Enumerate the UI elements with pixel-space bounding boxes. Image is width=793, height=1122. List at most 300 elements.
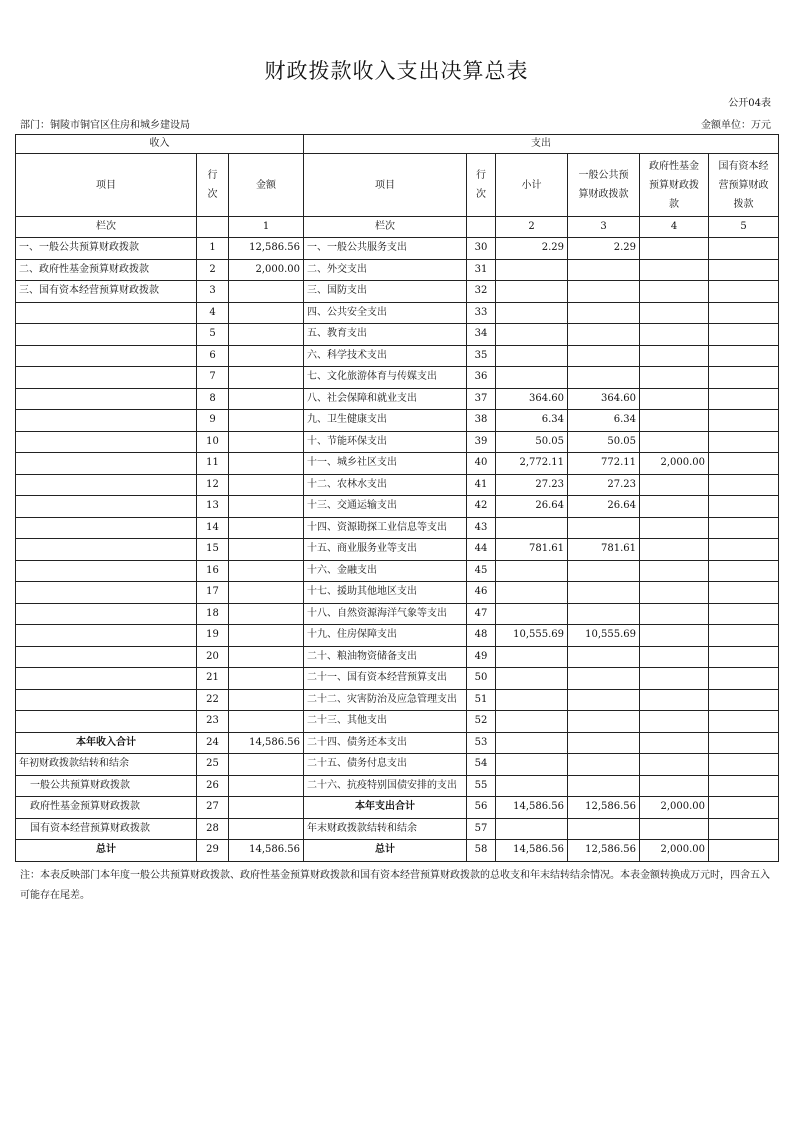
income-amount-cell	[229, 453, 304, 475]
general-budget-cell	[568, 668, 640, 690]
state-capital-header: 国有资本经营预算财政拨款	[709, 154, 779, 217]
expense-item-cell: 十四、资源勘探工业信息等支出	[304, 517, 467, 539]
expense-item-cell: 三、国防支出	[304, 281, 467, 303]
subtotal-cell: 10,555.69	[496, 625, 568, 647]
col-index-4: 4	[640, 217, 709, 238]
income-amount-cell: 14,586.56	[229, 732, 304, 754]
income-amount-cell	[229, 388, 304, 410]
state-capital-cell	[709, 281, 779, 303]
state-capital-cell	[709, 625, 779, 647]
income-row-no-cell: 8	[197, 388, 229, 410]
general-budget-cell	[568, 711, 640, 733]
income-row-no-cell: 24	[197, 732, 229, 754]
subtotal-cell	[496, 345, 568, 367]
income-row-no-cell: 10	[197, 431, 229, 453]
state-capital-cell	[709, 496, 779, 518]
table-row	[16, 818, 779, 840]
general-budget-cell	[568, 582, 640, 604]
fund-budget-cell	[640, 818, 709, 840]
expense-row-no-cell: 35	[467, 345, 496, 367]
table-row	[16, 711, 779, 733]
state-capital-cell	[709, 754, 779, 776]
income-row-no-cell: 16	[197, 560, 229, 582]
subtotal-cell: 14,586.56	[496, 840, 568, 862]
income-amount-cell	[229, 517, 304, 539]
column-index-row	[16, 217, 779, 238]
general-budget-cell	[568, 345, 640, 367]
table-row	[16, 560, 779, 582]
income-amount-cell	[229, 345, 304, 367]
state-capital-cell	[709, 517, 779, 539]
income-item-cell: 总计	[16, 840, 197, 862]
footnote: 注：本表反映部门本年度一般公共预算财政拨款、政府性基金预算财政拨款和国有资本经营预算财政拨款的总收支和年末结转结余情况。本表金额转换成万元时，四舍五入可能存在尾差。	[20, 870, 770, 901]
income-row-no-cell: 12	[197, 474, 229, 496]
fund-budget-cell: 2,000.00	[640, 453, 709, 475]
income-amount-cell	[229, 539, 304, 561]
table-row	[16, 582, 779, 604]
expense-item-cell: 总计	[304, 840, 467, 862]
fund-budget-cell	[640, 388, 709, 410]
general-budget-cell: 12,586.56	[568, 840, 640, 862]
income-amount-cell	[229, 797, 304, 819]
fund-budget-cell	[640, 711, 709, 733]
state-capital-cell	[709, 582, 779, 604]
subtotal-cell	[496, 281, 568, 303]
expense-row-no-cell: 58	[467, 840, 496, 862]
general-budget-cell: 772.11	[568, 453, 640, 475]
expense-row-no-header: 行次	[467, 154, 496, 217]
table-header-row	[16, 154, 779, 217]
subtotal-cell: 6.34	[496, 410, 568, 432]
table-row	[16, 410, 779, 432]
income-row-no-cell: 19	[197, 625, 229, 647]
expense-row-no-cell: 40	[467, 453, 496, 475]
expense-row-no-cell: 48	[467, 625, 496, 647]
state-capital-cell	[709, 431, 779, 453]
income-amount-cell: 12,586.56	[229, 238, 304, 260]
income-item-cell	[16, 324, 197, 346]
general-budget-header: 一般公共预算财政拨款	[568, 154, 640, 217]
subtotal-cell	[496, 324, 568, 346]
state-capital-cell	[709, 560, 779, 582]
fund-budget-cell	[640, 732, 709, 754]
expense-row-no-cell: 45	[467, 560, 496, 582]
general-budget-cell: 26.64	[568, 496, 640, 518]
subtotal-cell: 364.60	[496, 388, 568, 410]
expense-row-no-cell: 54	[467, 754, 496, 776]
subtotal-cell	[496, 603, 568, 625]
fund-budget-cell	[640, 238, 709, 260]
expense-item-cell: 八、社会保障和就业支出	[304, 388, 467, 410]
col-index-label: 栏次	[16, 217, 197, 238]
income-item-cell	[16, 367, 197, 389]
fund-budget-cell	[640, 754, 709, 776]
expense-row-no-cell: 34	[467, 324, 496, 346]
general-budget-cell	[568, 324, 640, 346]
income-row-no-cell: 29	[197, 840, 229, 862]
expense-item-cell: 年末财政拨款结转和结余	[304, 818, 467, 840]
table-row	[16, 388, 779, 410]
income-item-cell	[16, 345, 197, 367]
income-row-no-header: 行次	[197, 154, 229, 217]
col-index-3: 3	[568, 217, 640, 238]
income-row-no-cell: 21	[197, 668, 229, 690]
state-capital-cell	[709, 689, 779, 711]
table-row	[16, 302, 779, 324]
fund-budget-cell	[640, 646, 709, 668]
income-row-no-cell: 20	[197, 646, 229, 668]
income-row-no-cell: 14	[197, 517, 229, 539]
income-row-no-cell: 28	[197, 818, 229, 840]
table-row	[16, 539, 779, 561]
income-row-no-cell: 18	[197, 603, 229, 625]
income-item-cell	[16, 388, 197, 410]
income-amount-cell: 2,000.00	[229, 259, 304, 281]
table-row	[16, 517, 779, 539]
expense-row-no-cell: 37	[467, 388, 496, 410]
table-row	[16, 453, 779, 475]
fund-budget-cell	[640, 517, 709, 539]
income-amount-cell	[229, 625, 304, 647]
page-title: 财政拨款收入支出决算总表	[264, 59, 529, 83]
fund-budget-cell	[640, 281, 709, 303]
state-capital-cell	[709, 259, 779, 281]
table-row	[16, 431, 779, 453]
expense-item-cell: 二十三、其他支出	[304, 711, 467, 733]
expense-item-cell: 六、科学技术支出	[304, 345, 467, 367]
fund-budget-cell	[640, 689, 709, 711]
income-item-cell: 国有资本经营预算财政拨款	[16, 818, 197, 840]
general-budget-cell	[568, 732, 640, 754]
expense-row-no-cell: 51	[467, 689, 496, 711]
income-item-cell: 政府性基金预算财政拨款	[16, 797, 197, 819]
fund-budget-cell	[640, 539, 709, 561]
income-amount-cell: 14,586.56	[229, 840, 304, 862]
subtotal-cell: 27.23	[496, 474, 568, 496]
income-amount-cell	[229, 410, 304, 432]
income-amount-cell	[229, 754, 304, 776]
income-amount-cell	[229, 603, 304, 625]
expense-row-no-cell: 33	[467, 302, 496, 324]
subtotal-cell: 14,586.56	[496, 797, 568, 819]
expense-item-cell: 二十二、灾害防治及应急管理支出	[304, 689, 467, 711]
table-row	[16, 281, 779, 303]
table-row	[16, 496, 779, 518]
general-budget-cell	[568, 818, 640, 840]
income-item-cell: 本年收入合计	[16, 732, 197, 754]
income-item-cell	[16, 496, 197, 518]
expense-item-cell: 十八、自然资源海洋气象等支出	[304, 603, 467, 625]
expense-row-no-cell: 53	[467, 732, 496, 754]
income-item-cell	[16, 603, 197, 625]
subtotal-cell: 50.05	[496, 431, 568, 453]
expense-header: 支出	[304, 135, 779, 154]
expense-item-cell: 十二、农林水支出	[304, 474, 467, 496]
state-capital-cell	[709, 324, 779, 346]
income-amount-cell	[229, 818, 304, 840]
subtotal-cell	[496, 775, 568, 797]
income-item-cell	[16, 646, 197, 668]
income-row-no-cell: 1	[197, 238, 229, 260]
expense-item-cell: 二十一、国有资本经营预算支出	[304, 668, 467, 690]
expense-row-no-cell: 41	[467, 474, 496, 496]
income-amount-cell	[229, 646, 304, 668]
expense-row-no-cell: 32	[467, 281, 496, 303]
table-row	[16, 668, 779, 690]
general-budget-cell: 12,586.56	[568, 797, 640, 819]
expense-item-cell: 十六、金融支出	[304, 560, 467, 582]
state-capital-cell	[709, 345, 779, 367]
income-row-no-cell: 22	[197, 689, 229, 711]
income-amount-cell	[229, 668, 304, 690]
state-capital-cell	[709, 367, 779, 389]
general-budget-cell	[568, 689, 640, 711]
income-amount-cell	[229, 560, 304, 582]
fund-budget-cell	[640, 259, 709, 281]
state-capital-cell	[709, 388, 779, 410]
expense-row-no-cell: 44	[467, 539, 496, 561]
state-capital-cell	[709, 474, 779, 496]
fund-budget-cell	[640, 496, 709, 518]
subtotal-cell	[496, 259, 568, 281]
subtotal-cell	[496, 646, 568, 668]
table-row	[16, 840, 779, 862]
income-row-no-cell: 9	[197, 410, 229, 432]
income-row-no-cell: 4	[197, 302, 229, 324]
fund-budget-cell: 2,000.00	[640, 797, 709, 819]
fund-budget-cell	[640, 775, 709, 797]
fund-budget-cell	[640, 582, 709, 604]
expense-row-no-cell: 43	[467, 517, 496, 539]
general-budget-cell	[568, 775, 640, 797]
department-label: 部门：铜陵市铜官区住房和城乡建设局	[20, 120, 190, 131]
fund-budget-cell	[640, 431, 709, 453]
table-row	[16, 732, 779, 754]
income-amount-cell	[229, 431, 304, 453]
fund-budget-cell	[640, 410, 709, 432]
general-budget-cell: 50.05	[568, 431, 640, 453]
subtotal-cell	[496, 560, 568, 582]
col-index-2: 2	[496, 217, 568, 238]
state-capital-cell	[709, 410, 779, 432]
fund-budget-header: 政府性基金预算财政拨款	[640, 154, 709, 217]
state-capital-cell	[709, 238, 779, 260]
state-capital-cell	[709, 302, 779, 324]
income-row-no-cell: 6	[197, 345, 229, 367]
income-item-cell	[16, 582, 197, 604]
subtotal-cell	[496, 582, 568, 604]
income-row-no-cell: 17	[197, 582, 229, 604]
budget-table	[15, 134, 779, 862]
expense-item-cell: 十五、商业服务业等支出	[304, 539, 467, 561]
unit-label: 金额单位：万元	[701, 120, 771, 131]
income-amount-cell	[229, 281, 304, 303]
state-capital-cell	[709, 603, 779, 625]
general-budget-cell	[568, 646, 640, 668]
table-row	[16, 324, 779, 346]
fund-budget-cell	[640, 474, 709, 496]
income-item-cell	[16, 431, 197, 453]
state-capital-cell	[709, 818, 779, 840]
subtotal-cell	[496, 367, 568, 389]
income-amount-cell	[229, 324, 304, 346]
expense-item-cell: 本年支出合计	[304, 797, 467, 819]
income-item-cell	[16, 474, 197, 496]
income-item-cell	[16, 410, 197, 432]
income-item-cell: 年初财政拨款结转和结余	[16, 754, 197, 776]
income-amount-cell	[229, 711, 304, 733]
expense-item-cell: 十九、住房保障支出	[304, 625, 467, 647]
subtotal-cell	[496, 711, 568, 733]
expense-row-no-cell: 36	[467, 367, 496, 389]
general-budget-cell	[568, 560, 640, 582]
col-index-label: 栏次	[304, 217, 467, 238]
expense-row-no-cell: 55	[467, 775, 496, 797]
table-row	[16, 775, 779, 797]
expense-item-cell: 二十五、债务付息支出	[304, 754, 467, 776]
table-row	[16, 646, 779, 668]
expense-item-cell: 四、公共安全支出	[304, 302, 467, 324]
subtotal-cell	[496, 668, 568, 690]
income-item-cell	[16, 560, 197, 582]
state-capital-cell	[709, 646, 779, 668]
table-row	[16, 797, 779, 819]
col-index-1: 1	[229, 217, 304, 238]
expense-item-cell: 二十四、债务还本支出	[304, 732, 467, 754]
form-code: 公开04表	[728, 98, 771, 109]
fund-budget-cell	[640, 302, 709, 324]
table-row	[16, 345, 779, 367]
general-budget-cell	[568, 603, 640, 625]
state-capital-cell	[709, 711, 779, 733]
fund-budget-cell	[640, 367, 709, 389]
income-amount-header: 金额	[229, 154, 304, 217]
expense-row-no-cell: 49	[467, 646, 496, 668]
col-index-empty	[197, 217, 229, 238]
state-capital-cell	[709, 668, 779, 690]
general-budget-cell	[568, 302, 640, 324]
income-amount-cell	[229, 302, 304, 324]
expense-item-cell: 二、外交支出	[304, 259, 467, 281]
col-index-5: 5	[709, 217, 779, 238]
subtotal-cell	[496, 818, 568, 840]
fund-budget-cell	[640, 345, 709, 367]
income-amount-cell	[229, 474, 304, 496]
expense-item-cell: 十三、交通运输支出	[304, 496, 467, 518]
expense-item-cell: 七、文化旅游体育与传媒支出	[304, 367, 467, 389]
income-item-cell: 一、一般公共预算财政拨款	[16, 238, 197, 260]
income-item-cell	[16, 517, 197, 539]
fund-budget-cell	[640, 603, 709, 625]
expense-row-no-cell: 57	[467, 818, 496, 840]
income-row-no-cell: 11	[197, 453, 229, 475]
income-row-no-cell: 15	[197, 539, 229, 561]
table-row	[16, 367, 779, 389]
income-item-cell	[16, 453, 197, 475]
expense-row-no-cell: 47	[467, 603, 496, 625]
subtotal-header: 小计	[496, 154, 568, 217]
general-budget-cell: 6.34	[568, 410, 640, 432]
subtotal-cell: 2,772.11	[496, 453, 568, 475]
income-item-cell	[16, 668, 197, 690]
expense-row-no-cell: 56	[467, 797, 496, 819]
state-capital-cell	[709, 732, 779, 754]
income-item-cell	[16, 689, 197, 711]
income-item-cell	[16, 302, 197, 324]
subtotal-cell: 26.64	[496, 496, 568, 518]
expense-row-no-cell: 39	[467, 431, 496, 453]
table-row	[16, 754, 779, 776]
fund-budget-cell: 2,000.00	[640, 840, 709, 862]
fund-budget-cell	[640, 324, 709, 346]
income-amount-cell	[229, 582, 304, 604]
income-row-no-cell: 7	[197, 367, 229, 389]
table-header-group-row	[16, 135, 779, 154]
subtotal-cell	[496, 517, 568, 539]
general-budget-cell: 2.29	[568, 238, 640, 260]
income-item-cell	[16, 711, 197, 733]
income-row-no-cell: 27	[197, 797, 229, 819]
fund-budget-cell	[640, 625, 709, 647]
state-capital-cell	[709, 840, 779, 862]
general-budget-cell	[568, 517, 640, 539]
expense-item-cell: 一、一般公共服务支出	[304, 238, 467, 260]
fund-budget-cell	[640, 668, 709, 690]
table-row	[16, 238, 779, 260]
col-index-empty	[467, 217, 496, 238]
expense-item-cell: 二十、粮油物资储备支出	[304, 646, 467, 668]
expense-row-no-cell: 46	[467, 582, 496, 604]
state-capital-cell	[709, 797, 779, 819]
income-amount-cell	[229, 689, 304, 711]
income-item-header: 项目	[16, 154, 197, 217]
income-item-cell	[16, 625, 197, 647]
expense-item-cell: 十一、城乡社区支出	[304, 453, 467, 475]
income-row-no-cell: 26	[197, 775, 229, 797]
table-row	[16, 259, 779, 281]
income-header: 收入	[16, 135, 304, 154]
expense-row-no-cell: 38	[467, 410, 496, 432]
expense-row-no-cell: 31	[467, 259, 496, 281]
general-budget-cell: 781.61	[568, 539, 640, 561]
subtotal-cell: 2.29	[496, 238, 568, 260]
expense-row-no-cell: 30	[467, 238, 496, 260]
table-row	[16, 689, 779, 711]
subtotal-cell	[496, 732, 568, 754]
table-row	[16, 474, 779, 496]
income-row-no-cell: 3	[197, 281, 229, 303]
subtotal-cell	[496, 689, 568, 711]
state-capital-cell	[709, 775, 779, 797]
income-amount-cell	[229, 496, 304, 518]
state-capital-cell	[709, 539, 779, 561]
general-budget-cell	[568, 281, 640, 303]
expense-row-no-cell: 42	[467, 496, 496, 518]
income-item-cell: 二、政府性基金预算财政拨款	[16, 259, 197, 281]
general-budget-cell: 364.60	[568, 388, 640, 410]
general-budget-cell	[568, 367, 640, 389]
expense-item-cell: 十七、援助其他地区支出	[304, 582, 467, 604]
income-row-no-cell: 23	[197, 711, 229, 733]
table-row	[16, 625, 779, 647]
general-budget-cell: 10,555.69	[568, 625, 640, 647]
table-row	[16, 603, 779, 625]
subtotal-cell	[496, 302, 568, 324]
income-item-cell: 一般公共预算财政拨款	[16, 775, 197, 797]
income-amount-cell	[229, 775, 304, 797]
state-capital-cell	[709, 453, 779, 475]
expense-item-header: 项目	[304, 154, 467, 217]
